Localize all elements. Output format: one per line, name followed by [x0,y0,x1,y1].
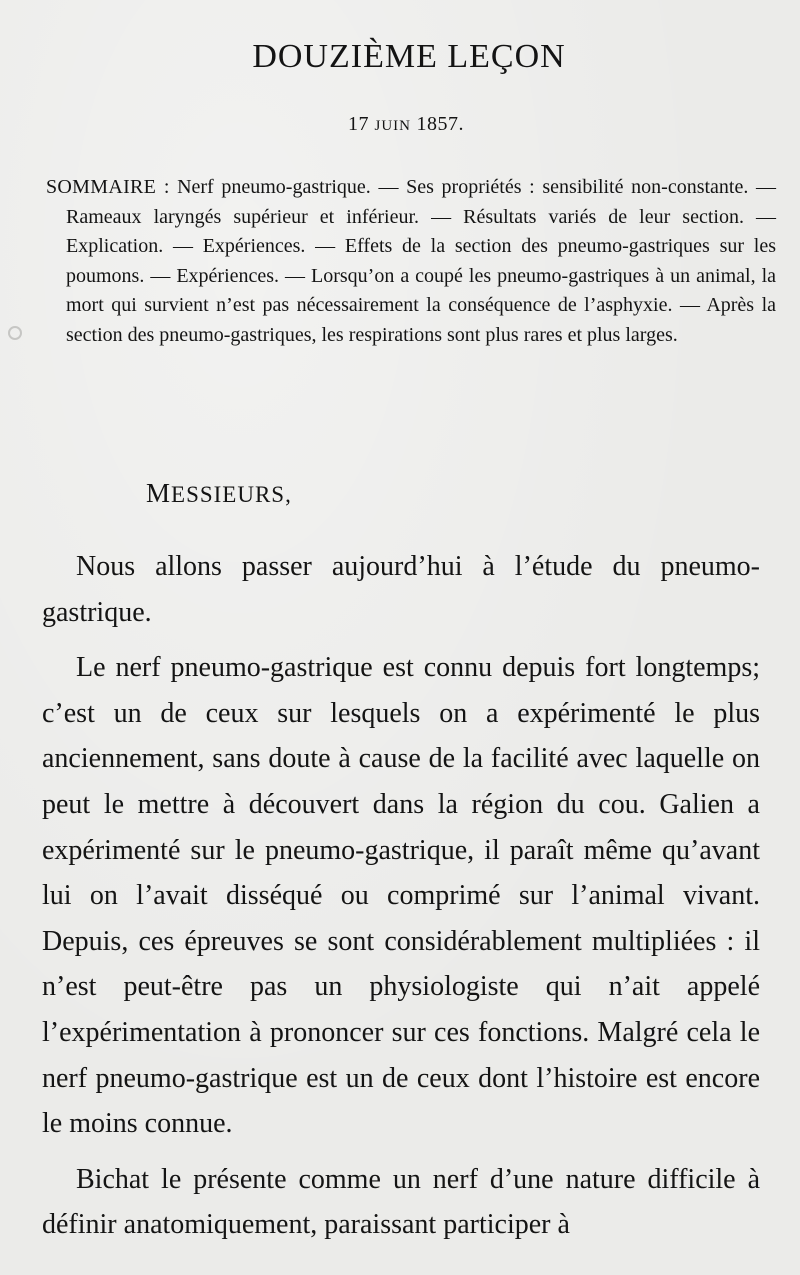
body-text [42,544,760,1248]
page-title: DOUZIÈME LEÇON [252,38,566,75]
body-paragraph: Le nerf pneumo-gastrique est connu depuis fort longtemps; c’est un de ceux sur lesquels on a expérimenté le plus anciennement, sans doute à cause de la facilité avec laquelle on peut le mettre à découvert dans la région du cou. Galien a expérimenté sur le pneumo-gastrique, il paraît même qu’avant lui on l’avait disséqué ou comprimé sur l’animal vivant. Depuis, ces épreuves se sont considérablement multipliées : il n’est peut-être pas un physiologiste qui n’ait appelé l’expérimentation à prononcer sur ces fonctions. Malgré cela le nerf pneumo-gastrique est un de ceux dont l’histoire est encore le moins connue. [42,652,760,1140]
date-year: 1857. [416,113,464,135]
salutation [146,478,292,509]
body-paragraph: Nous allons passer aujourd’hui à l’étude du pneumo-gastrique. [42,551,760,628]
lecture-date [0,113,800,136]
summary-paragraph [46,173,776,351]
date-month: JUIN [374,118,411,134]
body-paragraph: Bichat le présente comme un nerf d’une nature difficile à définir anatomiquement, paraissant participer à [42,1163,760,1241]
salutation-rest: ESSIEURS, [171,482,292,507]
date-day: 17 [348,113,369,135]
summary-text: : Nerf pneumo-gastrique. — Ses propriétés : sensibilité non-constante. — Rameaux laryngés supérieur et inférieur. — Résultats variés de leur section. — Explication. — Expériences. — Effets de la section des pneumo-gastriques sur les poumons. — Expériences. — Lorsqu’on a coupé les pneumo-gastriques à un animal, la mort qui survient n’est pas nécessairement la conséquence de l’asphyxie. — Après la section des pneumo-gastriques, les respirations sont plus rares et plus larges. [66,176,776,346]
salutation-initial: M [146,478,172,508]
page-blemish [8,326,22,340]
summary-label: SOMMAIRE [46,176,157,198]
